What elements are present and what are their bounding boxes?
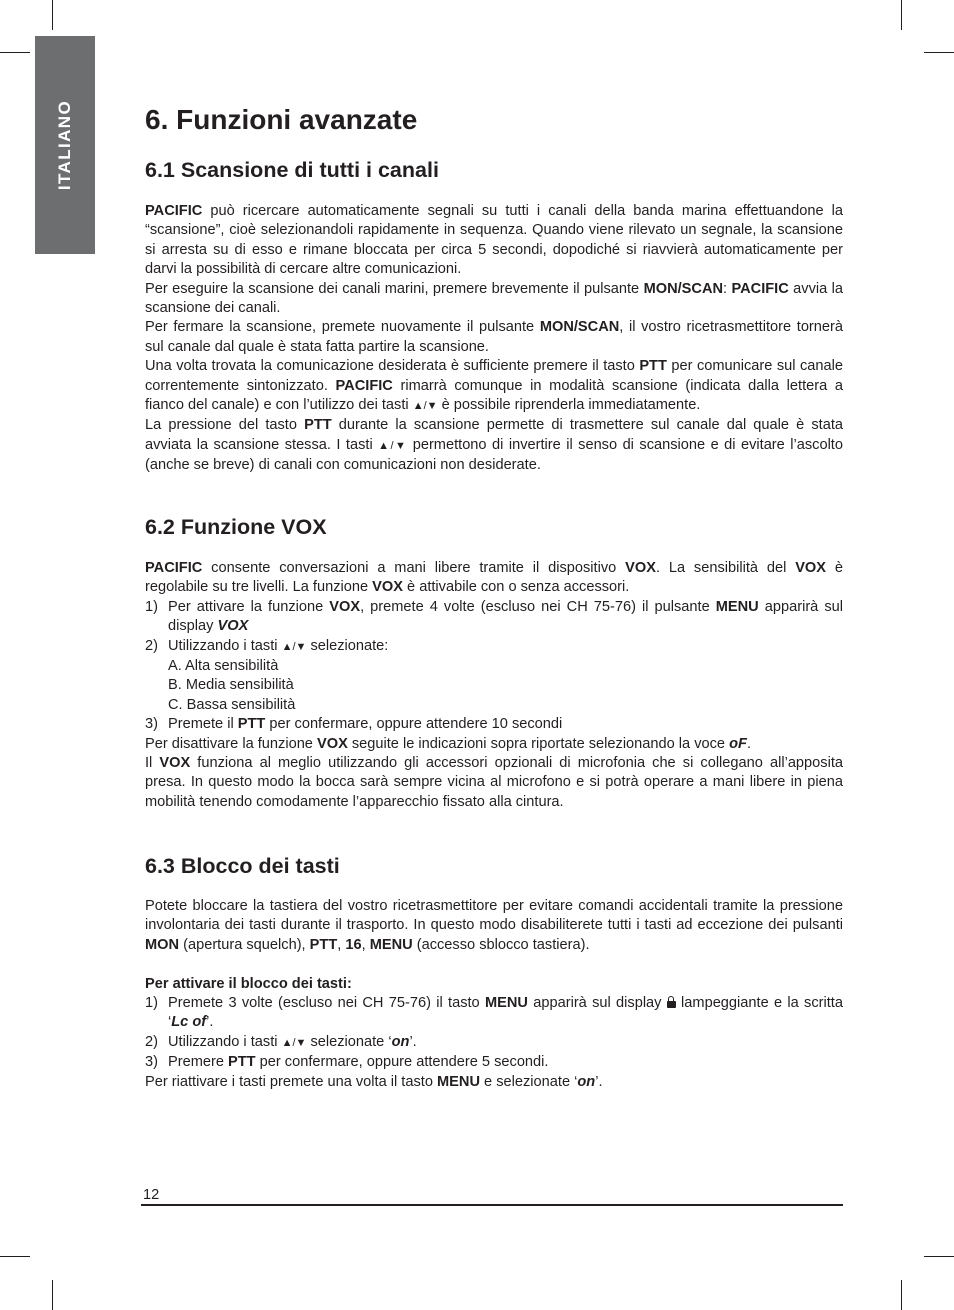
bold-term: PACIFIC xyxy=(145,203,203,219)
paragraph xyxy=(145,318,843,357)
paragraph xyxy=(145,202,843,280)
bold-term: PTT xyxy=(237,716,266,733)
bold-term: MENU xyxy=(715,598,759,615)
bold-term: MON/SCAN xyxy=(643,280,724,297)
list-text xyxy=(168,598,843,637)
list-text xyxy=(168,994,843,1033)
paragraph xyxy=(145,1073,843,1092)
text-run: è regolabile su tre livelli. La funzione xyxy=(145,560,844,596)
arrow-keys-icon: ▲/▼ xyxy=(281,1036,307,1049)
crop-mark xyxy=(901,0,902,30)
bold-term: MENU xyxy=(369,936,413,953)
text-run: ’. xyxy=(595,1073,603,1090)
text-run: apparirà sul display xyxy=(168,598,843,635)
arrow-keys-icon: ▲/▼ xyxy=(378,439,408,452)
text-run: : xyxy=(723,280,732,297)
paragraph xyxy=(145,754,843,812)
footer-rule xyxy=(141,1204,843,1206)
bold-term: PTT xyxy=(304,417,332,434)
list-number: 2) xyxy=(145,1033,158,1050)
bold-term: VOX xyxy=(159,755,191,772)
language-label: ITALIANO xyxy=(55,99,74,191)
text-run: Utilizzando i tasti xyxy=(168,637,282,654)
crop-mark xyxy=(0,1256,30,1257)
paragraph xyxy=(145,357,843,416)
bold-term: Per attivare il blocco dei tasti: xyxy=(145,975,352,992)
text-run: Per attivare la funzione xyxy=(168,598,330,615)
sub-list-item xyxy=(145,676,843,695)
crop-mark xyxy=(901,1280,902,1310)
lock-icon xyxy=(667,996,676,1008)
text-run: (accesso sblocco tastiera). xyxy=(412,936,590,953)
text-run: , premete 4 volte (escluso nei CH 75-76) il pulsante xyxy=(360,598,716,615)
text-run: durante la scansione permette di trasmettere sul canale dal quale è stata avviata la scansione stessa. I tasti xyxy=(145,417,843,453)
text-run: avvia la scansione dei canali. xyxy=(145,280,843,317)
list-text xyxy=(168,715,843,734)
bold-term: MENU xyxy=(437,1073,480,1090)
bold-term: VOX xyxy=(625,560,656,576)
list-text xyxy=(168,637,843,657)
text-run: rimarrà comunque in modalità scansione (indicata dalla lettera a fianco del canale) e con l’utilizzo dei tasti xyxy=(145,377,843,414)
page-title: 6. Funzioni avanzate xyxy=(145,104,418,135)
section-body-scan xyxy=(145,202,843,476)
text-run: per confermare, oppure attendere 5 secondi. xyxy=(255,1054,549,1071)
bold-term: PACIFIC xyxy=(145,560,203,576)
list-text xyxy=(168,1033,843,1053)
paragraph xyxy=(145,975,843,994)
text-run: seguite le indicazioni sopra riportate selezionando la voce xyxy=(347,735,730,752)
crop-mark xyxy=(52,1280,53,1310)
text-run: Per disattivare la funzione xyxy=(145,735,317,752)
text-run: , xyxy=(337,936,346,953)
bold-term: PTT xyxy=(309,936,338,953)
text-run: ’. xyxy=(206,1014,214,1031)
list-number: 2) xyxy=(145,637,158,654)
crop-mark xyxy=(924,52,954,53)
display-text: on xyxy=(577,1073,596,1090)
list-number: 1) xyxy=(145,598,158,615)
section-body-keylock xyxy=(145,897,843,1092)
text-run: Per eseguire la scansione dei canali marini, premere brevemente il pulsante xyxy=(145,280,644,297)
bold-term: PACIFIC xyxy=(335,377,393,394)
section-heading-keylock: 6.3 Blocco dei tasti xyxy=(145,854,340,878)
bold-term: VOX xyxy=(372,579,403,596)
text-run: è possibile riprenderla immediatamente. xyxy=(437,397,701,414)
text-run: Il xyxy=(145,755,160,772)
paragraph xyxy=(145,416,843,475)
section-heading-vox: 6.2 Funzione VOX xyxy=(145,515,327,539)
text-run: Una volta trovata la comunicazione desiderata è sufficiente premere il tasto xyxy=(145,358,640,375)
text-run: permettono di invertire il senso di scansione e di evitare l’ascolto (anche se breve) di canali con comunicazioni non desiderate. xyxy=(145,436,843,474)
text-run: A. Alta sensibilità xyxy=(168,658,279,675)
spacer xyxy=(145,955,843,974)
list-item xyxy=(145,637,843,657)
sub-list-item xyxy=(145,657,843,676)
text-run: lampeggiante e la scritta ‘ xyxy=(168,995,843,1031)
page-number: 12 xyxy=(143,1187,160,1203)
text-run: . xyxy=(746,735,752,752)
paragraph xyxy=(145,735,843,754)
list-item xyxy=(145,1053,843,1072)
bold-term: MENU xyxy=(484,995,528,1012)
text-run: Premete il xyxy=(168,716,238,733)
list-number: 3) xyxy=(145,1054,158,1071)
crop-mark xyxy=(924,1256,954,1257)
text-run: per confermare, oppure attendere 10 secondi xyxy=(265,716,563,733)
bold-term: 16 xyxy=(345,936,362,953)
text-run: funziona al meglio utilizzando gli accessori opzionali di microfonia che si collegano all’apposita presa. In questo modo la bocca sarà sempre vicina al microfono e si potrà operare a mani libere in piena mobilità tenendo comodamente l’apparecchio fissato alla cintura. xyxy=(145,755,843,810)
text-run: selezionate ‘ xyxy=(306,1033,392,1050)
bold-term: PTT xyxy=(228,1054,256,1071)
text-run: consente conversazioni a mani libere tramite il dispositivo xyxy=(202,560,626,576)
list-number: 3) xyxy=(145,716,158,733)
bold-term: VOX xyxy=(795,560,827,576)
text-run: può ricercare automaticamente segnali su tutti i canali della banda marina effettuandone la “scansione”, cioè selezionandoli rapidamente in sequenza. Quando viene rilevato un segnale, la scansione si arresta su di esso e rimane bloccata per circa 5 secondi, dopodiché si riavvierà automaticamente per darvi la possibilità di cercare altre comunicazioni. xyxy=(145,203,843,278)
text-run: ’. xyxy=(409,1033,417,1050)
display-text: oF xyxy=(729,735,747,752)
list-item xyxy=(145,994,843,1033)
list-number: 1) xyxy=(145,995,158,1012)
paragraph xyxy=(145,280,843,319)
text-run: Per fermare la scansione, premete nuovamente il pulsante xyxy=(145,319,540,336)
crop-mark xyxy=(52,0,53,30)
text-run: La pressione del tasto xyxy=(145,417,305,434)
list-item xyxy=(145,598,843,637)
arrow-keys-icon: ▲/▼ xyxy=(412,400,438,413)
text-run: è attivabile con o senza accessori. xyxy=(402,579,630,596)
bold-term: MON/SCAN xyxy=(539,319,620,336)
text-run: per comunicare sul canale correntemente sintonizzato. xyxy=(145,358,843,394)
text-run: B. Media sensibilità xyxy=(168,677,294,694)
text-run: apparirà sul display xyxy=(527,995,667,1012)
text-run: (apertura squelch), xyxy=(179,936,310,953)
text-run: Potete bloccare la tastiera del vostro ricetrasmettitore per evitare comandi accidentali tramite la pressione involontaria dei tasti durante il trasporto. In questo modo disabiliterete tutti i tasti ad eccezione dei pulsanti xyxy=(145,898,843,934)
section-heading-scan: 6.1 Scansione di tutti i canali xyxy=(145,158,439,182)
language-side-tab xyxy=(35,36,95,254)
list-item xyxy=(145,715,843,734)
sub-list-item xyxy=(145,696,843,715)
text-run: selezionate: xyxy=(306,637,389,654)
text-run: Premete 3 volte (escluso nei CH 75-76) il tasto xyxy=(168,995,485,1012)
display-text: VOX xyxy=(217,618,249,635)
text-run: , xyxy=(361,936,370,953)
bold-term: PACIFIC xyxy=(731,280,789,297)
display-text: Lc of xyxy=(171,1014,207,1031)
display-text: on xyxy=(391,1033,410,1050)
paragraph xyxy=(145,559,843,598)
crop-mark xyxy=(0,52,30,53)
text-run: . La sensibilità del xyxy=(655,560,796,576)
paragraph xyxy=(145,897,843,955)
bold-term: VOX xyxy=(329,598,361,615)
section-body-vox xyxy=(145,559,843,812)
text-run: C. Bassa sensibilità xyxy=(168,696,296,713)
text-run: Per riattivare i tasti premete una volta il tasto xyxy=(145,1073,438,1090)
arrow-keys-icon: ▲/▼ xyxy=(281,640,307,653)
list-text xyxy=(168,1053,843,1072)
text-run: e selezionate ‘ xyxy=(480,1073,578,1090)
bold-term: PTT xyxy=(639,358,667,375)
text-run: Premere xyxy=(168,1054,229,1071)
bold-term: MON xyxy=(145,936,180,953)
text-run: , il vostro ricetrasmettitore tornerà sul canale dal quale è stata fatta partire la scansione. xyxy=(145,319,843,355)
bold-term: VOX xyxy=(316,735,348,752)
list-item xyxy=(145,1033,843,1053)
text-run: Utilizzando i tasti xyxy=(168,1033,282,1050)
